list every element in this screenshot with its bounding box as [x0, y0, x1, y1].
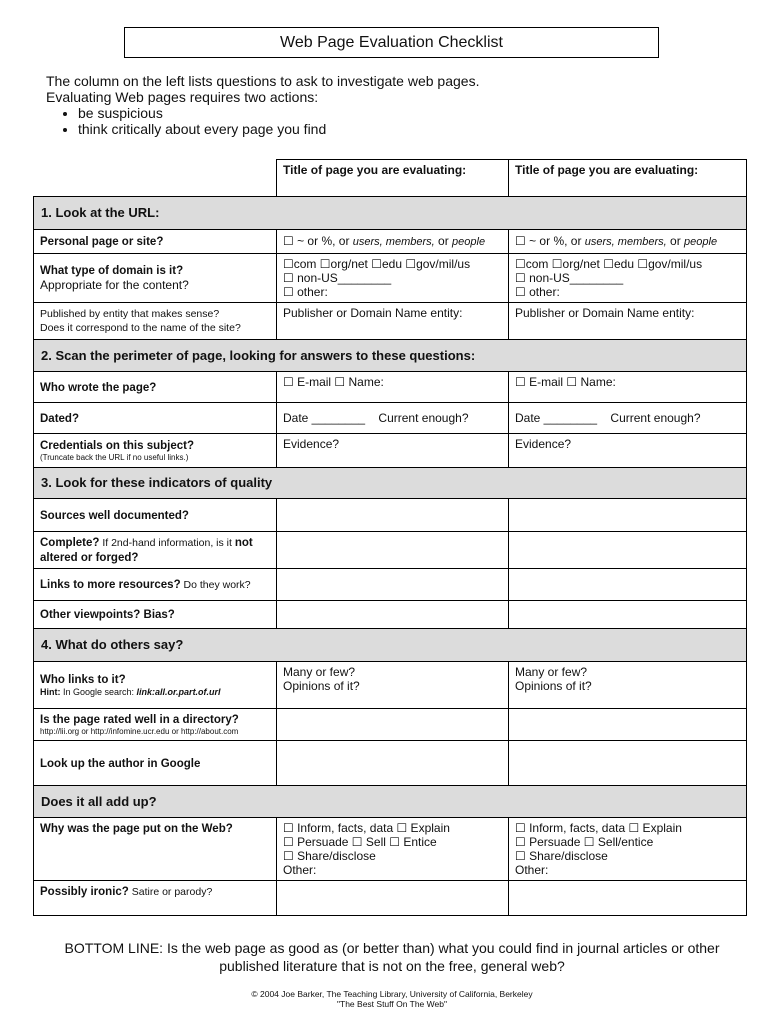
- section-row: [34, 468, 747, 499]
- answer-cell[interactable]: [277, 372, 509, 403]
- table-row: [34, 434, 747, 468]
- section-row: [34, 629, 747, 662]
- answer-cell[interactable]: [277, 569, 509, 601]
- section-heading-2: 2. Scan the perimeter of page, looking for answers to these questions:: [34, 340, 747, 372]
- domain-options: ☐com ☐org/net ☐edu ☐gov/mil/us: [515, 257, 703, 271]
- personal-italic-1: users, members,: [584, 236, 667, 248]
- question-domain-sub: Appropriate for the content?: [40, 278, 189, 292]
- why-option-persuade: ☐ Persuade ☐ Sell/entice: [515, 835, 654, 849]
- answer-cell[interactable]: [509, 569, 747, 601]
- intro-line-2: Evaluating Web pages requires two actions:: [46, 89, 319, 105]
- many-or-few-label: Many or few?: [283, 665, 356, 679]
- question-cell: [34, 662, 277, 709]
- domain-options: ☐com ☐org/net ☐edu ☐gov/mil/us: [283, 257, 471, 271]
- answer-cell[interactable]: [277, 741, 509, 786]
- who-links-hint: [40, 687, 270, 698]
- answer-cell[interactable]: [509, 499, 747, 532]
- publisher-label: Publisher or Domain Name entity:: [515, 306, 695, 320]
- question-cell: [34, 881, 277, 916]
- page-title-box: [124, 27, 659, 58]
- table-row: [34, 741, 747, 786]
- question-cell: [34, 254, 277, 303]
- answer-cell[interactable]: [509, 532, 747, 569]
- question-rated: Is the page rated well in a directory?: [40, 714, 239, 726]
- answer-cell[interactable]: [509, 741, 747, 786]
- publisher-label: Publisher or Domain Name entity:: [283, 306, 463, 320]
- section-row: [34, 340, 747, 372]
- table-row: [34, 499, 747, 532]
- col-header-1[interactable]: Title of page you are evaluating:: [277, 160, 509, 197]
- question-personal: Personal page or site?: [40, 236, 164, 248]
- footer-copyright: © 2004 Joe Barker, The Teaching Library, University of California, Berkeley: [251, 989, 533, 999]
- question-complete-mid: If 2nd-hand information, is it: [99, 537, 235, 549]
- table-row: [34, 303, 747, 340]
- question-who: Who wrote the page?: [40, 381, 157, 394]
- question-credentials: Credentials on this subject?: [40, 440, 194, 452]
- why-option-inform: ☐ Inform, facts, data ☐ Explain: [283, 821, 450, 835]
- question-complete: Complete?: [40, 537, 100, 549]
- answer-cell[interactable]: [277, 818, 509, 881]
- question-published: Published by entity that makes sense?: [40, 308, 220, 320]
- question-dated: Dated?: [40, 412, 79, 425]
- answer-cell[interactable]: [277, 230, 509, 254]
- question-links-sub: Do they work?: [180, 579, 251, 591]
- hint-text: In Google search:: [60, 686, 137, 697]
- answer-cell[interactable]: [277, 499, 509, 532]
- question-domain: What type of domain is it?: [40, 265, 184, 277]
- question-cell: [34, 499, 277, 532]
- answer-cell[interactable]: [277, 403, 509, 434]
- question-cell: [34, 818, 277, 881]
- question-cell: [34, 709, 277, 741]
- section-row: [34, 197, 747, 230]
- answer-cell[interactable]: [277, 601, 509, 629]
- bottom-line: BOTTOM LINE: Is the web page as good as (or better than) what you could find in journal articles or other published literature that is not on the free, general web?: [64, 940, 720, 974]
- question-cell: [34, 434, 277, 468]
- question-ironic-sub: Satire or parody?: [128, 886, 213, 898]
- table-row: [34, 569, 747, 601]
- section-row: [34, 786, 747, 818]
- current-enough-label: Current enough?: [378, 411, 469, 425]
- table-row: [34, 818, 747, 881]
- answer-cell[interactable]: [509, 601, 747, 629]
- who-options: ☐ E-mail ☐ Name:: [515, 375, 616, 389]
- intro: [46, 73, 479, 137]
- answer-cell[interactable]: [509, 230, 747, 254]
- question-viewpoints: Other viewpoints? Bias?: [40, 609, 175, 621]
- why-option-inform: ☐ Inform, facts, data ☐ Explain: [515, 821, 682, 835]
- table-row: [34, 254, 747, 303]
- question-cell: [34, 569, 277, 601]
- domain-non-us: ☐ non-US________: [515, 271, 624, 285]
- question-cell: [34, 601, 277, 629]
- answer-cell[interactable]: [509, 372, 747, 403]
- domain-non-us: ☐ non-US________: [283, 271, 392, 285]
- answer-cell[interactable]: [277, 881, 509, 916]
- table-row: [34, 601, 747, 629]
- table-row: [34, 230, 747, 254]
- hint-label: Hint:: [40, 686, 61, 697]
- question-cell: [34, 403, 277, 434]
- intro-bullets: [46, 105, 479, 137]
- question-why: Why was the page put on the Web?: [40, 823, 233, 835]
- answer-cell[interactable]: [277, 434, 509, 468]
- col-header-2[interactable]: Title of page you are evaluating:: [509, 160, 747, 197]
- personal-italic-2: people: [684, 236, 718, 248]
- question-cell: [34, 303, 277, 340]
- personal-or: or: [666, 234, 685, 248]
- question-ironic: Possibly ironic?: [40, 886, 129, 898]
- question-who-links: Who links to it?: [40, 673, 126, 686]
- footer-tagline: "The Best Stuff On The Web": [337, 999, 447, 1009]
- why-other: Other:: [515, 863, 549, 877]
- opinions-label: Opinions of it?: [515, 679, 592, 693]
- question-author: Look up the author in Google: [40, 757, 201, 770]
- answer-cell[interactable]: [509, 709, 747, 741]
- why-option-persuade: ☐ Persuade ☐ Sell ☐ Entice: [283, 835, 437, 849]
- section-heading-5: Does it all add up?: [34, 786, 747, 818]
- answer-cell[interactable]: [509, 434, 747, 468]
- question-cell: [34, 230, 277, 254]
- answer-cell[interactable]: [509, 881, 747, 916]
- question-cell: [34, 532, 277, 569]
- current-enough-label: Current enough?: [610, 411, 701, 425]
- table-row: [34, 403, 747, 434]
- answer-cell[interactable]: [509, 254, 747, 303]
- credentials-hint: (Truncate back the URL if no useful links.): [40, 453, 189, 462]
- answer-cell[interactable]: [509, 403, 747, 434]
- section-heading-3: 3. Look for these indicators of quality: [34, 468, 747, 499]
- table-row: [34, 372, 747, 403]
- personal-italic-2: people: [452, 236, 486, 248]
- table-row: [34, 881, 747, 916]
- personal-checkbox-text: ☐ ~ or %, or: [283, 234, 353, 248]
- header-row: [34, 160, 747, 197]
- intro-line-1: The column on the left lists questions to ask to investigate web pages.: [46, 73, 480, 89]
- answer-cell[interactable]: [509, 662, 747, 709]
- why-option-share: ☐ Share/disclose: [283, 849, 376, 863]
- bullet-item: • be suspicious: [78, 105, 479, 121]
- answer-cell[interactable]: [277, 709, 509, 741]
- personal-checkbox-text: ☐ ~ or %, or: [515, 234, 585, 248]
- domain-other: ☐ other:: [515, 285, 560, 299]
- question-complete-end: not altered or forged?: [40, 537, 253, 564]
- many-or-few-label: Many or few?: [515, 665, 588, 679]
- footer: [120, 989, 664, 1009]
- evidence-label: Evidence?: [515, 437, 572, 451]
- question-links: Links to more resources?: [40, 579, 181, 591]
- date-label: Date ________: [283, 411, 366, 425]
- evidence-label: Evidence?: [283, 437, 340, 451]
- personal-or: or: [434, 234, 453, 248]
- rated-hint: http://lii.org or http://infomine.ucr.edu or http://about.com: [40, 727, 239, 736]
- bullet-item: • think critically about every page you find: [78, 121, 479, 137]
- page-title: Web Page Evaluation Checklist: [280, 33, 503, 51]
- hint-link-syntax: link:all.or.part.of.url: [136, 686, 221, 697]
- evaluation-table: [33, 159, 747, 916]
- section-heading-4: 4. What do others say?: [34, 629, 747, 662]
- section-heading-1: 1. Look at the URL:: [34, 197, 747, 230]
- opinions-label: Opinions of it?: [283, 679, 360, 693]
- answer-cell[interactable]: [277, 303, 509, 340]
- why-other: Other:: [283, 863, 317, 877]
- why-option-share: ☐ Share/disclose: [515, 849, 608, 863]
- domain-other: ☐ other:: [283, 285, 328, 299]
- answer-cell[interactable]: [509, 818, 747, 881]
- answer-cell[interactable]: [277, 662, 509, 709]
- answer-cell[interactable]: [277, 532, 509, 569]
- question-published-sub: Does it correspond to the name of the site?: [40, 322, 241, 334]
- who-options: ☐ E-mail ☐ Name:: [283, 375, 384, 389]
- question-cell: [34, 372, 277, 403]
- date-label: Date ________: [515, 411, 598, 425]
- table-row: [34, 532, 747, 569]
- personal-italic-1: users, members,: [352, 236, 435, 248]
- table-row: [34, 662, 747, 709]
- answer-cell[interactable]: [277, 254, 509, 303]
- question-cell: [34, 741, 277, 786]
- table-row: [34, 709, 747, 741]
- header-blank-cell: [34, 160, 277, 197]
- question-sources: Sources well documented?: [40, 509, 189, 522]
- answer-cell[interactable]: [509, 303, 747, 340]
